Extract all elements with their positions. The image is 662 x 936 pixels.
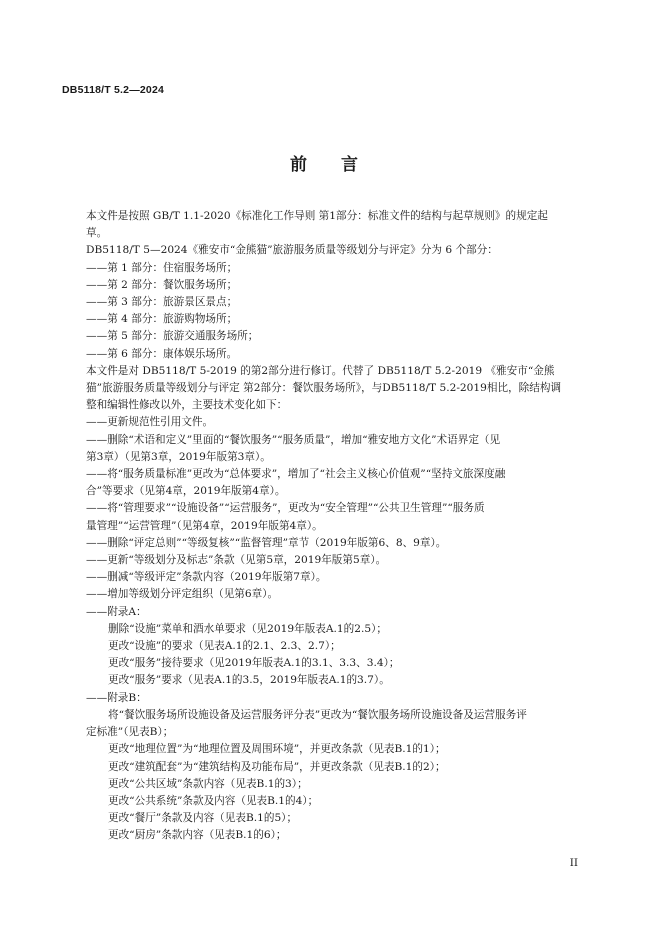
paragraph-line: 更改“建筑配套”为“建筑结构及功能布局”，并更改条款（见表B.1的2）；	[108, 760, 446, 773]
paragraph-line: ——增加等级划分评定组织（见第6章）。	[86, 588, 279, 601]
paragraph-line: ——第 6 部分：康体娱乐场所。	[86, 347, 238, 360]
paragraph-line: 更改“地理位置”为“地理位置及周围环境”，并更改条款（见表B.1的1）；	[108, 743, 446, 756]
paragraph-line: 猫”旅游服务质量等级划分与评定 第2部分：餐饮服务场所》，与DB5118/T 5.2-2019相比，除结构调	[86, 382, 562, 395]
paragraph-line: 更改“服务”要求（见表A.1的3.5，2019年版表A.1的3.7）。	[108, 674, 390, 687]
paragraph-line: 将“餐饮服务场所设施设备及运营服务评分表”更改为“餐饮服务场所设施设备及运营服务评	[108, 708, 527, 721]
paragraph-line: ——第 4 部分：旅游购物场所；	[86, 313, 238, 326]
paragraph-line: 草。	[86, 227, 108, 240]
paragraph-line: ——删除“术语和定义”里面的“餐饮服务”“服务质量”，增加“雅安地方文化”术语界定（见	[86, 433, 501, 446]
paragraph-line: ——更新规范性引用文件。	[86, 416, 214, 429]
paragraph-line: ——更新“等级划分及标志”条款（见第5章，2019年版第5章）。	[86, 554, 387, 567]
paragraph-line: 本文件是按照 GB/T 1.1-2020《标准化工作导则 第1部分：标准文件的结构与起草规则》的规定起	[86, 210, 548, 222]
paragraph-line: 更改“厨房”条款内容（见表B.1的6）；	[108, 829, 287, 842]
paragraph-line: ——第 1 部分：住宿服务场所；	[86, 261, 238, 274]
paragraph-line: 本文件是对 DB5118/T 5-2019 的第2部分进行修订。代替了 DB5118/T 5.2-2019 《雅安市“金熊	[86, 364, 555, 377]
foreword-body	[86, 208, 598, 845]
paragraph-line: ——第 5 部分：旅游交通服务场所；	[86, 330, 259, 343]
document-code: DB5118/T 5.2—2024	[62, 84, 165, 96]
paragraph-line: ——附录B：	[86, 691, 147, 704]
paragraph-line: 删除“设施”菜单和酒水单要求（见2019年版表A.1的2.5）；	[108, 622, 387, 635]
paragraph-line: ——删除“评定总则”“等级复核”“监督管理”章节（2019年版第6、8、9章）。	[86, 536, 447, 549]
paragraph-line: ——第 3 部分：旅游景区景点；	[86, 296, 238, 309]
paragraph-line: 更改“服务”接待要求（见2019年版表A.1的3.1、3.3、3.4）；	[108, 657, 400, 670]
paragraph-line: ——删减“等级评定”条款内容（2019年版第7章）。	[86, 571, 327, 584]
paragraph-line: ——将“服务质量标准”更改为“总体要求”，增加了“社会主义核心价值观”“坚持文旅深度融	[86, 468, 506, 481]
paragraph-line: ——将“管理要求”“设施设备”“运营服务”，更改为“安全管理”“公共卫生管理”“服务质	[86, 502, 485, 515]
paragraph-line: ——第 2 部分：餐饮服务场所；	[86, 278, 238, 291]
page-number: II	[569, 857, 578, 869]
paragraph-line: 更改“公共系统”条款及内容（见表B.1的4）；	[108, 794, 319, 807]
paragraph-line: 量管理”“运营管理”（见第4章，2019年版第4章）。	[86, 519, 323, 532]
page-title: 前 言	[290, 155, 372, 175]
paragraph-line: 整和编辑性修改以外，主要技术变化如下：	[86, 399, 288, 412]
paragraph-line: 合”等要求（见第4章，2019年版第4章）。	[86, 485, 286, 498]
paragraph-line: 第3章）（见第3章，2019年版第3章）。	[86, 450, 271, 463]
paragraph-line: ——附录A：	[86, 605, 147, 618]
paragraph-line: 更改“设施”的要求（见表A.1的2.1、2.3、2.7）；	[108, 640, 341, 653]
paragraph-line: DB5118/T 5—2024《雅安市“金熊猫”旅游服务质量等级划分与评定》分为 6 个部分：	[86, 244, 498, 257]
paragraph-line: 定标准”（见表B）；	[86, 726, 174, 739]
paragraph-line: 更改“公共区域”条款内容（见表B.1的3）；	[108, 777, 308, 790]
paragraph-line: 更改“餐厅”条款及内容（见表B.1的5）；	[108, 812, 298, 825]
